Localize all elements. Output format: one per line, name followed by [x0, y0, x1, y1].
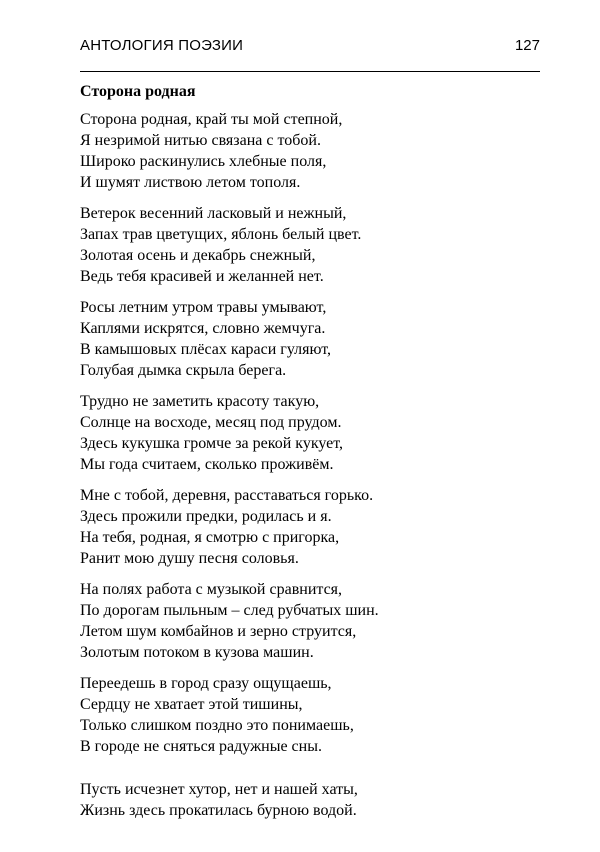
poem-line: Золотая осень и декабрь снежный,: [80, 247, 316, 264]
page-number: 127: [514, 37, 540, 54]
poem-line: Золотым потоком в кузова машин.: [80, 644, 314, 661]
poem-line: Трудно не заметить красоту такую,: [80, 393, 320, 410]
poem-line: В городе не сняться радужные сны.: [80, 738, 322, 755]
poem-line: Только слишком поздно это понимаешь,: [80, 717, 354, 734]
stanza-6: [80, 579, 550, 663]
poem-line: Здесь кукушка громче за рекой кукует,: [80, 435, 344, 452]
stanza-1: [80, 109, 550, 193]
stanza-2: [80, 203, 550, 287]
poem-line: В камышовых плёсах караси гуляют,: [80, 341, 331, 358]
poem: [80, 81, 550, 831]
poem-line: Широко раскинулись хлебные поля,: [80, 153, 327, 170]
poem-line: Росы летним утром травы умывают,: [80, 299, 327, 316]
stanza-7: [80, 673, 550, 757]
poem-line: Ведь тебя красивей и желанней нет.: [80, 268, 324, 285]
poem-line: Солнце на восходе, месяц под прудом.: [80, 414, 342, 431]
poem-line: Запах трав цветущих, яблонь белый цвет.: [80, 226, 362, 243]
poem-line: На тебя, родная, я смотрю с пригорка,: [80, 529, 340, 546]
stanza-8: [80, 779, 550, 821]
poem-line: Я незримой нитью связана с тобой.: [80, 132, 321, 149]
poem-line: Сторона родная, край ты мой степной,: [80, 111, 343, 128]
poem-line: Пусть исчезнет хутор, нет и нашей хаты,: [80, 781, 358, 798]
poem-line: Сердцу не хватает этой тишины,: [80, 696, 303, 713]
page-header: [80, 37, 540, 72]
running-title: АНТОЛОГИЯ ПОЭЗИИ: [80, 37, 244, 54]
poem-line: И шумят листвою летом тополя.: [80, 174, 301, 191]
poem-line: Летом шум комбайнов и зерно струится,: [80, 623, 357, 640]
poem-line: На полях работа с музыкой сравнится,: [80, 581, 343, 598]
poem-line: Переедешь в город сразу ощущаешь,: [80, 675, 332, 692]
stanza-3: [80, 297, 550, 381]
poem-title: Сторона родная: [80, 83, 196, 100]
poem-line: Ранит мою душу песня соловья.: [80, 550, 299, 567]
poem-line: Ветерок весенний ласковый и нежный,: [80, 205, 347, 222]
poem-line: Каплями искрятся, словно жемчуга.: [80, 320, 326, 337]
poem-line: Жизнь здесь прокатилась бурною водой.: [80, 802, 357, 819]
poem-line: По дорогам пыльным – след рубчатых шин.: [80, 602, 379, 619]
stanza-4: [80, 391, 550, 475]
poem-line: Мне с тобой, деревня, расставаться горько.: [80, 487, 374, 504]
poem-line: Мы года считаем, сколько проживём.: [80, 456, 334, 473]
poem-line: Голубая дымка скрыла берега.: [80, 362, 287, 379]
poem-line: Здесь прожили предки, родилась и я.: [80, 508, 332, 525]
stanza-5: [80, 485, 550, 569]
